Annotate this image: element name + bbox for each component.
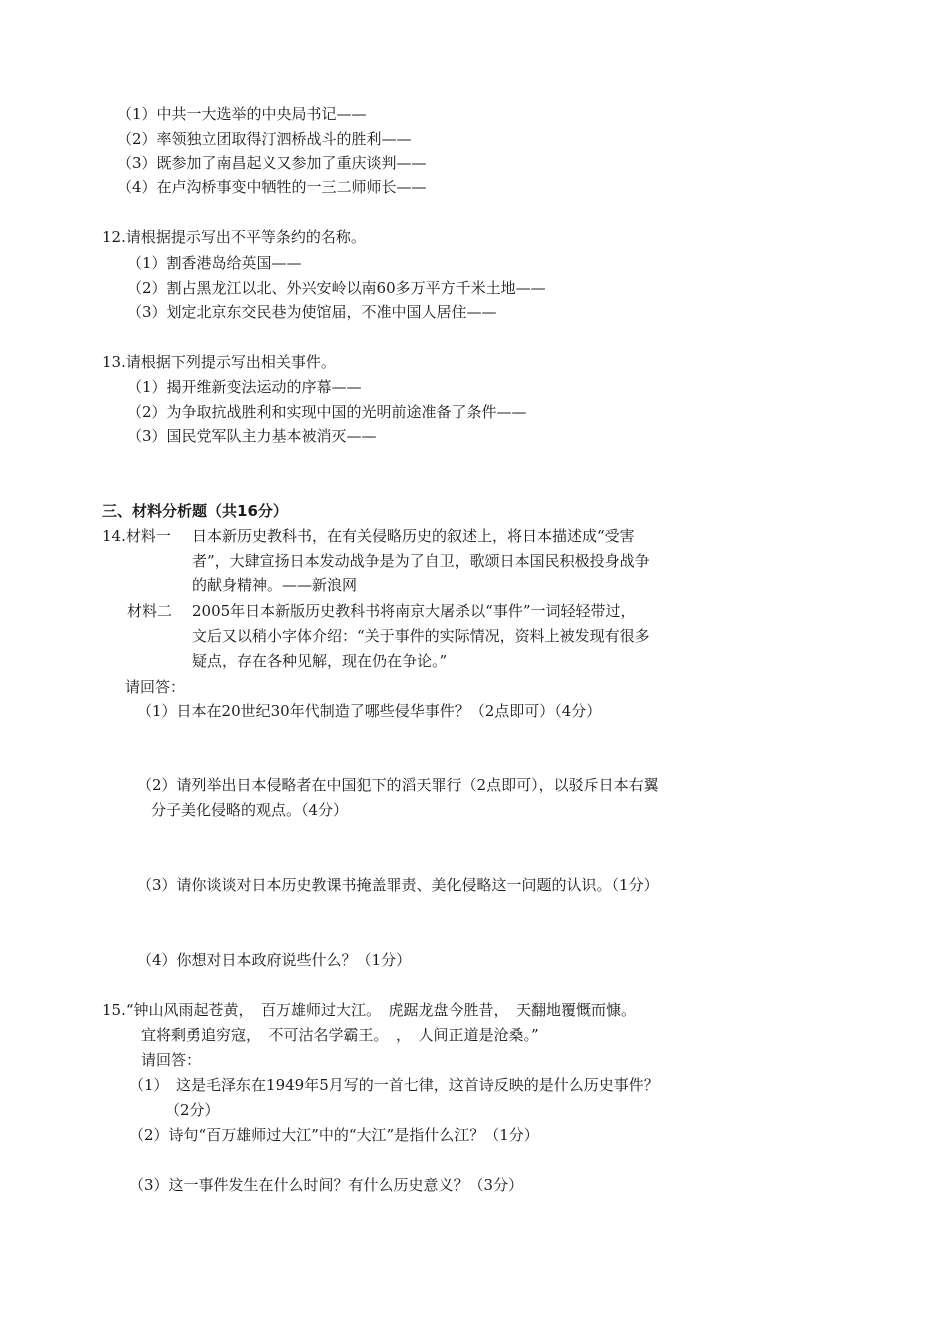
q15-poem-line-2: 宜将剩勇追穷寇， 不可沽名学霸王。 ， 人间正道是沧桑。” <box>141 1026 539 1044</box>
q12-item-3: （3）划定北京东交民巷为使馆届，不准中国人居住—— <box>127 303 497 321</box>
q14-material-2-label: 材料二 <box>127 602 173 620</box>
q12-item-1: （1）割香港岛给英国—— <box>127 254 302 272</box>
q14-question-2-cont: 分子美化侵略的观点。（4分） <box>151 801 349 819</box>
q12-stem: 12.请根据提示写出不平等条约的名称。 <box>102 228 366 246</box>
q14-material-1-label: 14.材料一 <box>102 527 171 545</box>
section-heading: 三、材料分析题（共16分） <box>102 502 288 520</box>
q15-question-2: （2）诗句“百万雄师过大江”中的“大江”是指什么江？（1分） <box>129 1126 539 1144</box>
q14-material-1-line: 的献身精神。——新浪网 <box>192 576 358 594</box>
q15-answer-prompt: 请回答： <box>141 1051 202 1069</box>
q13-item-1: （1）揭开维新变法运动的序幕—— <box>127 378 362 396</box>
q14-question-3: （3）请你谈谈对日本历史教课书掩盖罪责、美化侵略这一问题的认识。（1分） <box>137 876 659 894</box>
q14-material-1-line: 者”，大肆宣扬日本发动战争是为了自卫，歌颂日本国民积极投身战争 <box>192 552 650 570</box>
q11-item-3: （3）既参加了南昌起义又参加了重庆谈判—— <box>117 154 427 172</box>
q15-question-1-score: （2分） <box>165 1101 220 1119</box>
q14-material-2-line: 文后又以稍小字体介绍：“关于事件的实际情况，资料上被发现有很多 <box>192 627 650 645</box>
q13-item-2: （2）为争取抗战胜利和实现中国的光明前途准备了条件—— <box>127 403 527 421</box>
q11-item-4: （4）在卢沟桥事变中牺牲的一三二师师长—— <box>117 178 427 196</box>
q12-item-2: （2）割占黑龙江以北、外兴安岭以南60多万平方千米土地—— <box>127 279 546 297</box>
q14-material-2-line: 2005年日本新版历史教科书将南京大屠杀以“事件”一词轻轻带过， <box>192 602 636 620</box>
q11-item-2: （2）率领独立团取得汀泗桥战斗的胜利—— <box>117 130 412 148</box>
q15-question-3: （3）这一事件发生在什么时间？有什么历史意义？（3分） <box>129 1176 524 1194</box>
q14-question-2: （2）请列举出日本侵略者在中国犯下的滔天罪行（2点即可），以驳斥日本右翼 <box>137 776 659 794</box>
q15-question-1: （1） 这是毛泽东在1949年5月写的一首七律，这首诗反映的是什么历史事件？ <box>129 1076 659 1094</box>
q13-item-3: （3）国民党军队主力基本被消灭—— <box>127 427 377 445</box>
q14-material-2-line: 疑点，存在各种见解，现在仍在争论。” <box>192 652 448 670</box>
q13-stem: 13.请根据下列提示写出相关事件。 <box>102 353 336 371</box>
q14-question-1: （1）日本在20世纪30年代制造了哪些侵华事件？（2点即可）（4分） <box>137 702 602 720</box>
q15-poem-line-1: 15.“钟山风雨起苍黄， 百万雄师过大江。 虎踞龙盘今胜昔， 天翻地覆慨而慷。 <box>102 1001 637 1019</box>
q14-material-1-line: 日本新历史教科书，在有关侵略历史的叙述上，将日本描述成“受害 <box>192 527 635 545</box>
q14-answer-prompt: 请回答： <box>125 678 186 696</box>
q11-item-1: （1）中共一大选举的中央局书记—— <box>117 105 367 123</box>
q14-question-4: （4）你想对日本政府说些什么？（1分） <box>137 951 412 969</box>
